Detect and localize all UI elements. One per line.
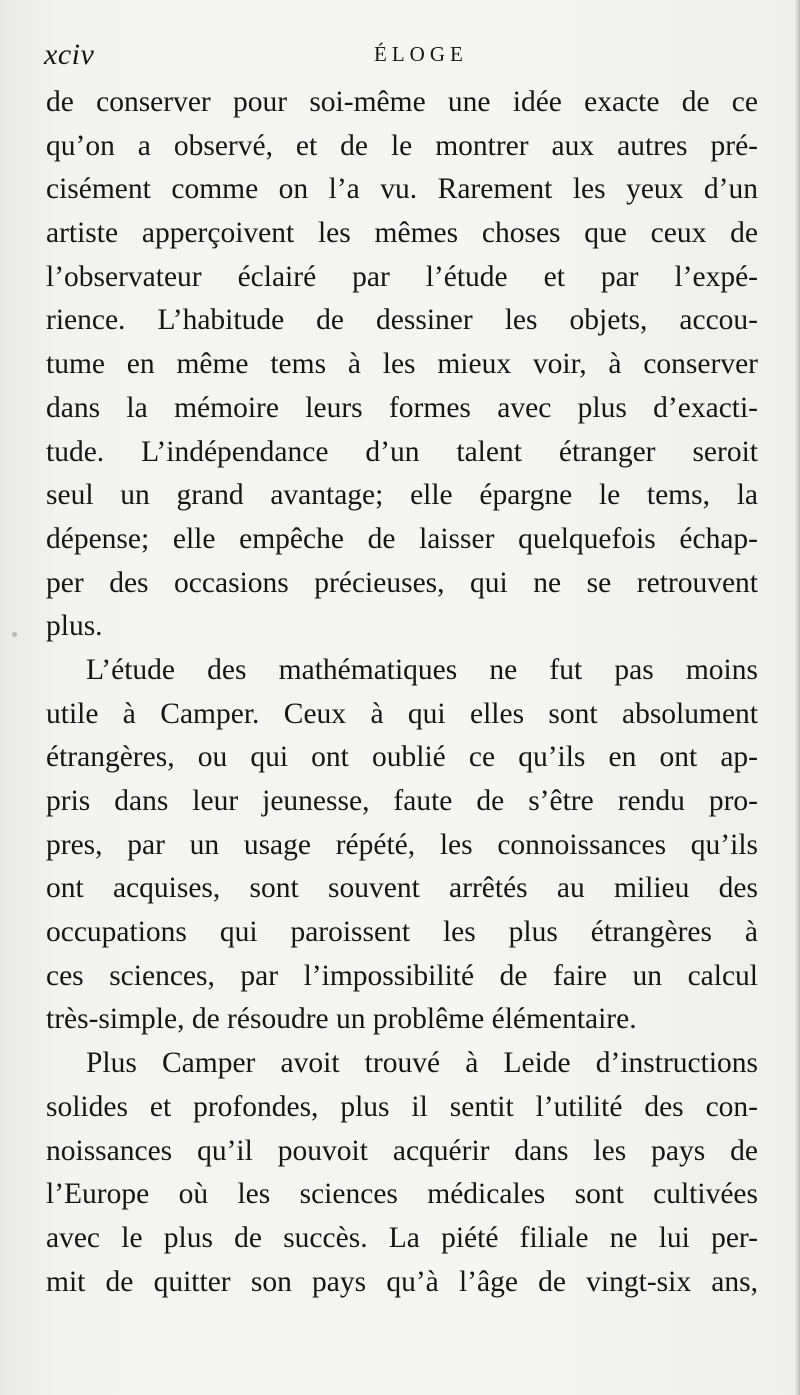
text-line: solides et profondes, plus il sentit l’utilité des con- bbox=[46, 1090, 758, 1123]
text-line: seul un grand avantage; elle épargne le tems, la bbox=[46, 479, 758, 512]
text-line: dans la mémoire leurs formes avec plus d’exacti- bbox=[46, 391, 758, 424]
text-line: tude. L’indépendance d’un talent étranger seroit bbox=[46, 435, 758, 468]
text-line: dépense; elle empêche de laisser quelquefois échap- bbox=[46, 522, 758, 555]
text-line: qu’on a observé, et de le montrer aux autres pré- bbox=[46, 129, 758, 162]
text-line: utile à Camper. Ceux à qui elles sont absolument bbox=[46, 697, 758, 730]
text-line: pres, par un usage répété, les connoissances qu’ils bbox=[46, 828, 758, 861]
text-line: tume en même tems à les mieux voir, à conserver bbox=[46, 348, 758, 381]
text-line: de conserver pour soi-même une idée exacte de ce bbox=[46, 86, 758, 118]
text-line: ont acquises, sont souvent arrêtés au milieu des bbox=[46, 872, 758, 905]
text-line: pris dans leur jeunesse, faute de s’être rendu pro- bbox=[46, 785, 758, 817]
text-line: l’Europe où les sciences médicales sont cultivées bbox=[46, 1178, 758, 1211]
running-title: ÉLOGE bbox=[374, 42, 468, 66]
text-line: étrangères, ou qui ont oublié ce qu’ils en ont ap- bbox=[46, 741, 758, 774]
text-line: rience. L’habitude de dessiner les objets, accou- bbox=[46, 304, 758, 337]
page-header bbox=[44, 38, 756, 78]
text-line: noissances qu’il pouvoit acquérir dans les pays de bbox=[46, 1134, 758, 1167]
text-line: ces sciences, par l’impossibilité de faire un calcul bbox=[46, 959, 758, 992]
text-line: mit de quitter son pays qu’à l’âge de vingt-six ans, bbox=[46, 1265, 758, 1298]
body-text bbox=[46, 81, 758, 1304]
text-line: plus. bbox=[46, 610, 103, 643]
text-line: très-simple, de résoudre un problême élémentaire. bbox=[46, 1003, 637, 1036]
text-line: L’étude des mathématiques ne fut pas moins bbox=[86, 653, 758, 686]
text-line: per des occasions précieuses, qui ne se retrouvent bbox=[46, 566, 758, 599]
text-line: l’observateur éclairé par l’étude et par l’expé- bbox=[46, 260, 758, 293]
text-line: artiste apperçoivent les mêmes choses que ceux de bbox=[46, 217, 758, 250]
page-number: xciv bbox=[44, 38, 95, 71]
text-line: occupations qui paroissent les plus étrangères à bbox=[46, 916, 758, 949]
text-line: cisément comme on l’a vu. Rarement les yeux d’un bbox=[46, 173, 758, 206]
paper-speck bbox=[12, 632, 17, 637]
text-line: avec le plus de succès. La piété filiale ne lui per- bbox=[46, 1221, 758, 1254]
page-edge-shadow bbox=[794, 0, 800, 1395]
text-line: Plus Camper avoit trouvé à Leide d’instructions bbox=[86, 1047, 758, 1080]
